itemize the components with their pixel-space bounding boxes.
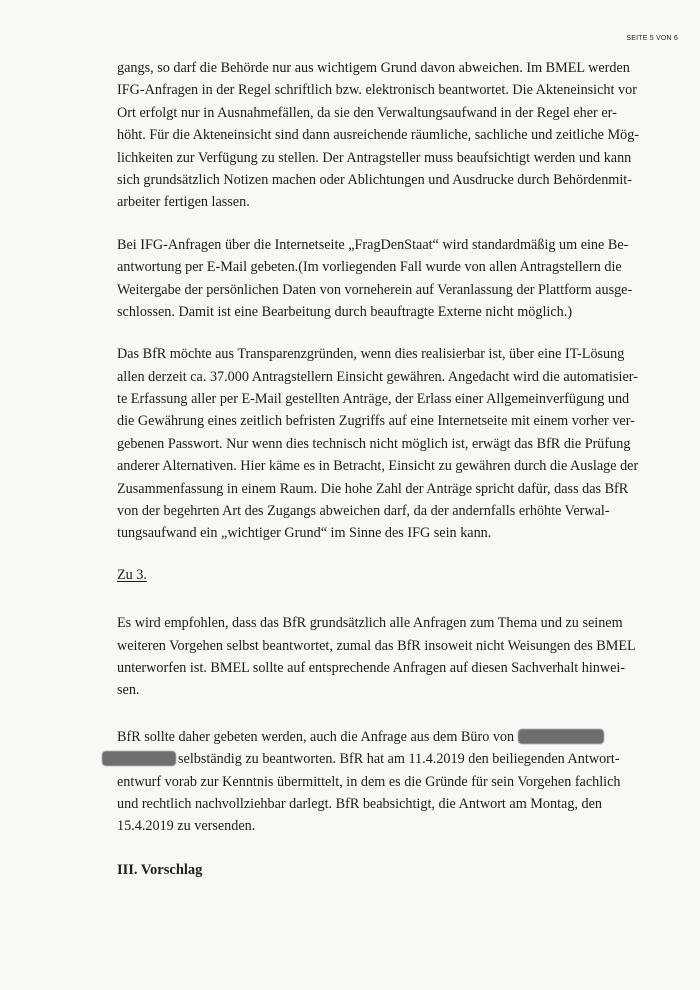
text-line: gangs, so darf die Behörde nur aus wichtigem Grund davon abweichen. Im BMEL werden — [117, 60, 630, 76]
paragraph-4 — [117, 612, 647, 702]
text-line: sich grundsätzlich Notizen machen oder Ablichtungen und Ausdrucke durch Behördenmit- — [117, 171, 632, 188]
text-line: die Gewährung eines zeitlich befristen Zugriffs auf eine Internetseite mit einem vorher ver- — [117, 413, 635, 430]
text-line: höht. Für die Akteneinsicht sind dann ausreichende räumliche, sachliche und zeitliche Mög- — [117, 127, 640, 144]
text-line: allen derzeit ca. 37.000 Antragstellern Einsicht gewähren. Angedacht wird die automatisier- — [117, 368, 638, 385]
text-line: Es wird empfohlen, dass das BfR grundsätzlich alle Anfragen zum Thema und zu seinem — [117, 615, 623, 632]
heading-zu-3: Zu 3. — [117, 566, 147, 583]
document-body — [117, 57, 647, 860]
text-line: und rechtlich nachvollziehbar darlegt. BfR beabsichtigt, die Antwort am Montag, den — [117, 795, 602, 812]
text-line: antwortung per E-Mail gebeten.(Im vorliegenden Fall wurde von allen Antragstellern die — [117, 259, 622, 276]
page-number: SEITE 5 VON 6 — [626, 35, 678, 42]
text-line: unterworfen ist. BMEL sollte auf entsprechende Anfragen auf diesen Sachverhalt hinwei- — [117, 660, 626, 676]
redaction-mark — [518, 729, 604, 744]
text-line: weiteren Vorgehen selbst beantwortet, zumal das BfR insoweit nicht Weisungen des BMEL — [117, 637, 636, 654]
text-line: Das BfR möchte aus Transparenzgründen, wenn dies realisierbar ist, über eine IT-Lösung — [117, 346, 625, 363]
text-line: anderer Alternativen. Hier käme es in Betracht, Einsicht zu gewähren durch die Auslage der — [117, 458, 639, 475]
paragraph-3 — [117, 343, 647, 545]
text-line: Weitergabe der persönlichen Daten von vorneherein auf Veranlassung der Plattform ausge- — [117, 281, 633, 298]
text-line: von der begehrten Art des Zugangs abweichen darf, da der andernfalls erhöhte Verwal- — [117, 503, 610, 520]
text-fragment: BfR sollte daher gebeten werden, auch die Anfrage aus dem Büro von — [117, 728, 515, 745]
paragraph-1 — [117, 57, 647, 214]
text-line: arbeiter fertigen lassen. — [117, 194, 250, 211]
text-line: 15.4.2019 zu versenden. — [117, 818, 256, 835]
text-line: Zusammenfassung in einem Raum. Die hohe Zahl der Anträge spricht dafür, dass das BfR — [117, 480, 629, 497]
paragraph-2 — [117, 234, 647, 324]
text-fragment: selbständig zu beantworten. BfR hat am 11.4.2019 den beiliegenden Antwort- — [178, 751, 620, 768]
text-line — [117, 726, 647, 748]
text-line — [117, 748, 647, 770]
redaction-mark — [102, 751, 176, 766]
paragraph-5 — [117, 726, 647, 838]
text-line: gebenen Passwort. Nur wenn dies technisch nicht möglich ist, erwägt das BfR die Prüfung — [117, 435, 631, 452]
section-heading: III. Vorschlag — [117, 862, 203, 878]
text-line: entwurf vorab zur Kenntnis übermittelt, in dem es die Gründe für sein Vorgehen fachlich — [117, 773, 621, 790]
text-line: te Erfassung aller per E-Mail gestellten Anträge, der Erlass einer Allgemeinverfügung und — [117, 391, 630, 408]
text-line: tungsaufwand ein „wichtiger Grund“ im Sinne des IFG sein kann. — [117, 525, 492, 542]
text-line: Bei IFG-Anfragen über die Internetseite „FragDenStaat“ wird standardmäßig um eine Be- — [117, 236, 629, 253]
text-line: lichkeiten zur Verfügung zu stellen. Der Antragsteller muss beaufsichtigt werden und kann — [117, 149, 632, 166]
text-line: Ort erfolgt nur in Ausnahmefällen, da sie den Verwaltungsaufwand in der Regel eher er- — [117, 104, 617, 121]
text-line: schlossen. Damit ist eine Bearbeitung durch beauftragte Externe nicht möglich.) — [117, 303, 573, 320]
text-line: sen. — [117, 682, 140, 699]
text-line: IFG-Anfragen in der Regel schriftlich bzw. elektronisch beantwortet. Die Akteneinsicht vor — [117, 82, 637, 99]
